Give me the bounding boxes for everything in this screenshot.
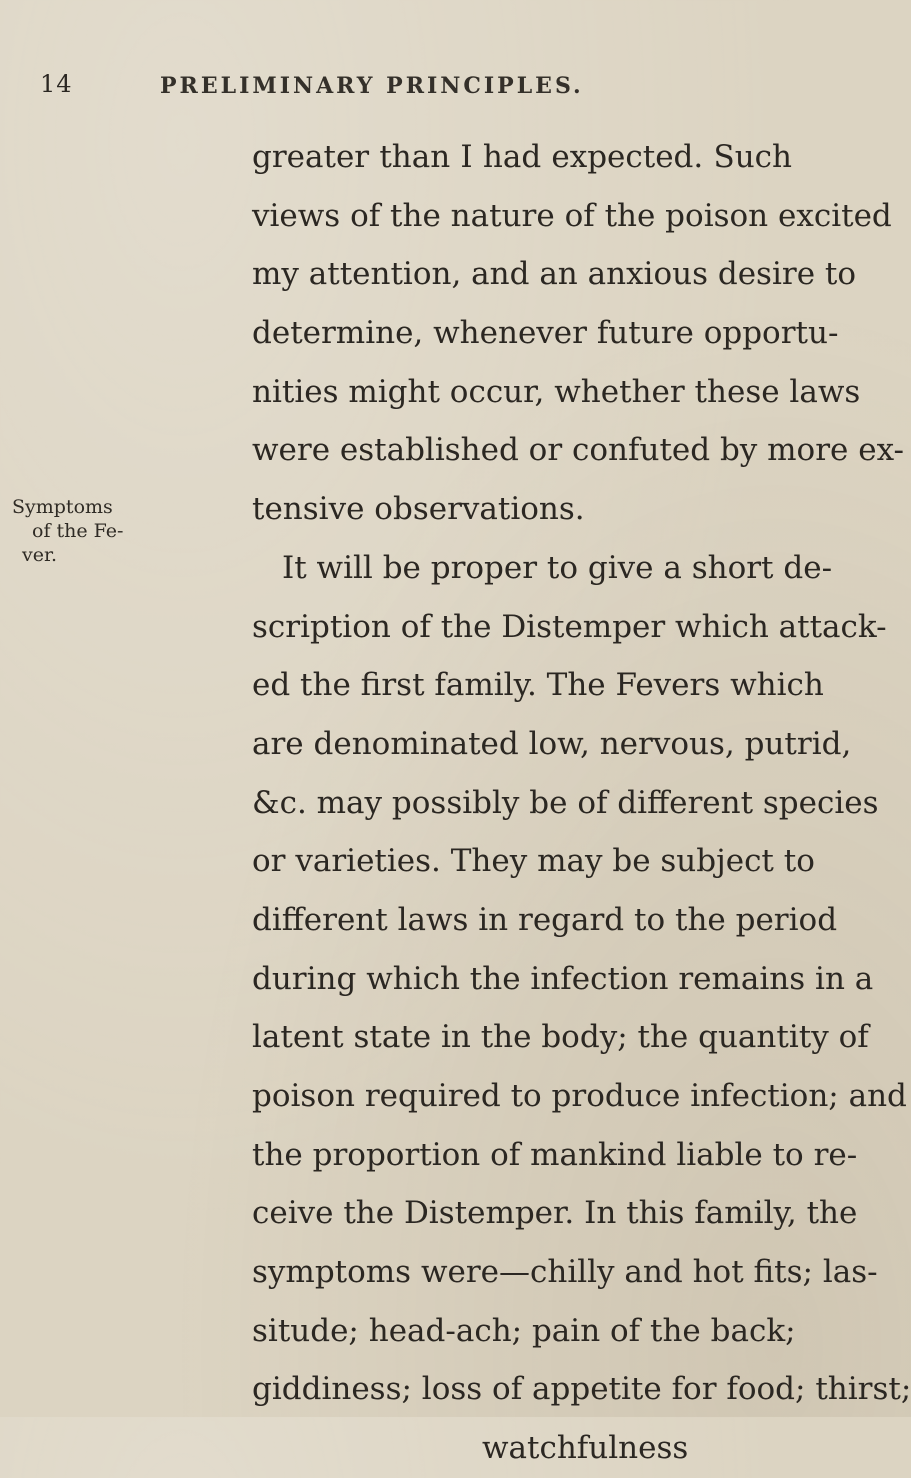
text-line: ed the first family. The Fevers which (252, 667, 824, 704)
text-line: were established or confuted by more ex- (252, 432, 904, 469)
margin-note (12, 495, 127, 567)
margin-note-line: of the Fe- (32, 520, 124, 542)
text-line: ceive the Distemper. In this family, the (252, 1195, 858, 1232)
page-number: 14 (40, 70, 73, 98)
text-line: during which the infection remains in a (252, 960, 874, 997)
text-line: or varieties. They may be subject to (252, 843, 815, 880)
text-line: greater than I had expected. Such (252, 139, 792, 175)
text-line: giddiness; loss of appetite for food; thirst; (252, 1371, 911, 1408)
margin-note-line: ver. (22, 544, 58, 566)
text-line: scription of the Distemper which attack- (252, 608, 887, 645)
running-title: PRELIMINARY PRINCIPLES. (160, 73, 584, 99)
text-line: nities might occur, whether these laws (252, 373, 861, 410)
body-text (252, 128, 911, 1478)
text-line: situde; head-ach; pain of the back; (252, 1312, 796, 1349)
text-line: my attention, and an anxious desire to (252, 256, 857, 293)
text-line: &c. may possibly be of different species (252, 784, 879, 821)
text-line: determine, whenever future opportu- (252, 315, 839, 352)
text-line: symptoms were—chilly and hot fits; las- (252, 1254, 878, 1291)
text-line: views of the nature of the poison excited (252, 197, 892, 234)
text-line: tensive observations. (252, 491, 585, 528)
text-line: poison required to produce infection; and (252, 1078, 907, 1114)
margin-note-line: Symptoms (12, 496, 113, 518)
text-line: latent state in the body; the quantity of (252, 1019, 869, 1056)
text-line: It will be proper to give a short de- (282, 549, 833, 586)
catchword: watchfulness (482, 1430, 689, 1467)
text-line: are denominated low, nervous, putrid, (252, 725, 852, 762)
text-line: different laws in regard to the period (252, 901, 838, 938)
text-line: the proportion of mankind liable to re- (252, 1136, 858, 1173)
